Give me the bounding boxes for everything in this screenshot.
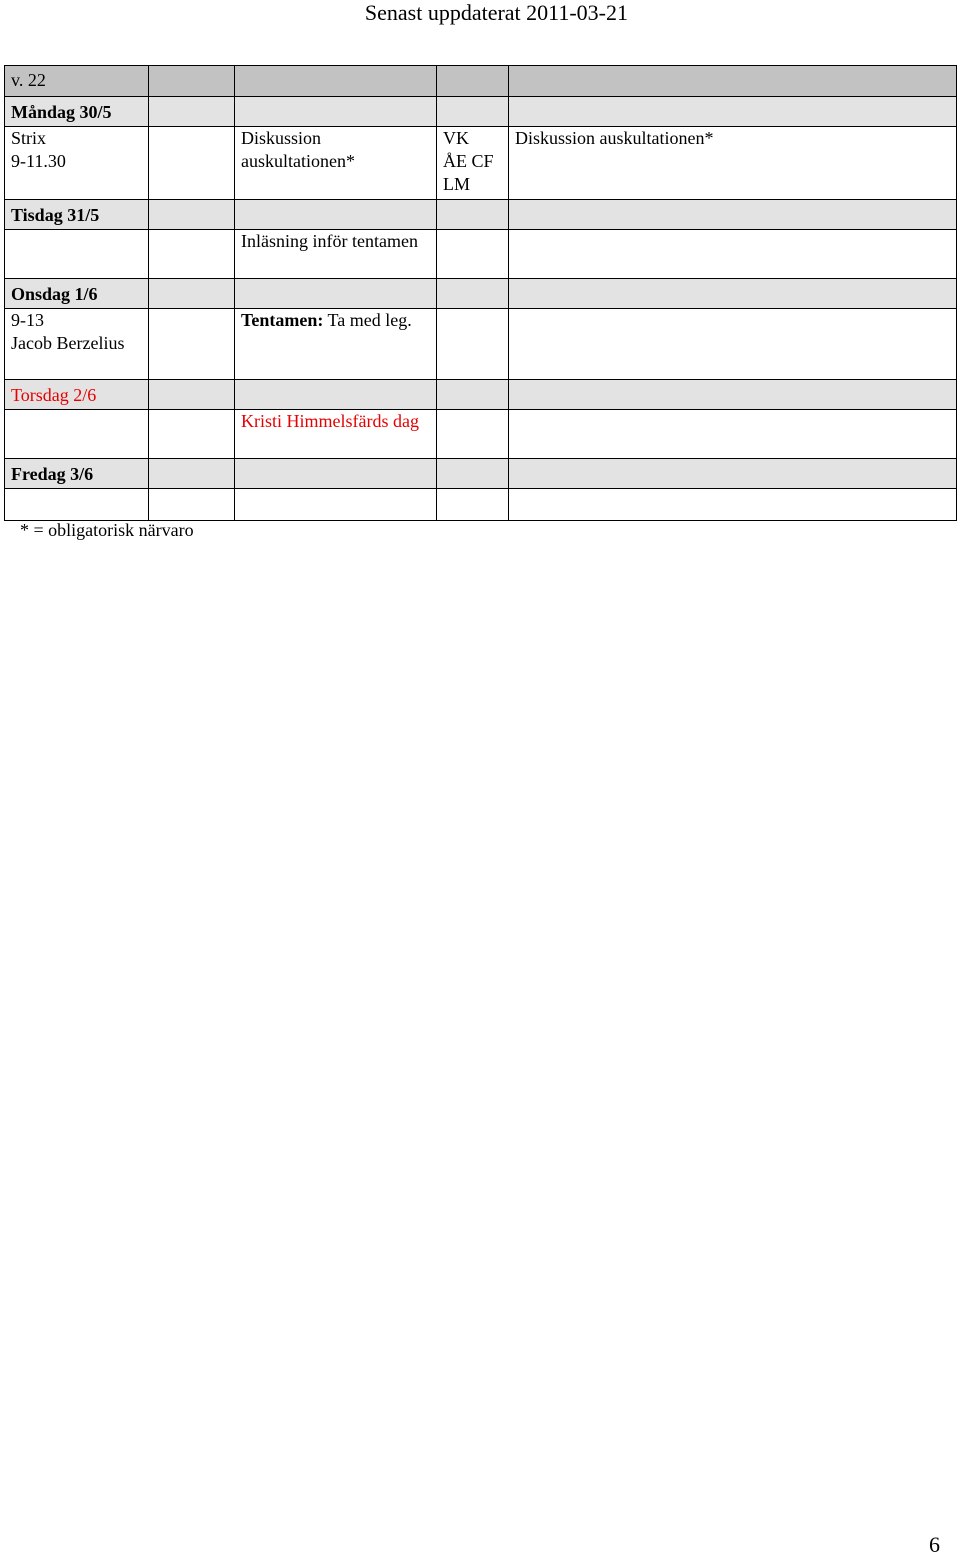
day-details bbox=[5, 127, 149, 200]
day-details bbox=[5, 309, 149, 380]
day-row-friday bbox=[5, 459, 957, 489]
day-row-thursday bbox=[5, 380, 957, 410]
last-updated-header: Senast uppdaterat 2011-03-21 bbox=[364, 0, 628, 25]
teacher: ÅE CF bbox=[443, 151, 494, 171]
activity: Diskussion auskultationen* bbox=[235, 127, 437, 200]
place: Jacob Berzelius bbox=[11, 333, 125, 353]
activity-bold: Tentamen: bbox=[241, 310, 324, 330]
day-row-tuesday bbox=[5, 200, 957, 230]
day-content-thursday bbox=[5, 410, 957, 459]
footnote: * = obligatorisk närvaro bbox=[20, 520, 194, 540]
activity: Inläsning inför tentamen bbox=[235, 230, 437, 279]
activity bbox=[235, 309, 437, 380]
day-content-friday bbox=[5, 489, 957, 521]
week-row bbox=[5, 66, 957, 97]
day-content-monday bbox=[5, 127, 957, 200]
teacher: VK bbox=[443, 128, 469, 148]
day-heading: Onsdag 1/6 bbox=[5, 279, 149, 309]
day-heading: Tisdag 31/5 bbox=[5, 200, 149, 230]
place: Strix bbox=[11, 128, 47, 148]
day-heading: Torsdag 2/6 bbox=[5, 380, 149, 410]
day-content-wednesday bbox=[5, 309, 957, 380]
day-content-tuesday bbox=[5, 230, 957, 279]
activity-rest: Ta med leg. bbox=[323, 310, 412, 330]
week-schedule-table bbox=[4, 65, 957, 521]
week-label: v. 22 bbox=[5, 66, 149, 97]
time: 9-11.30 bbox=[11, 151, 66, 171]
day-row-wednesday bbox=[5, 279, 957, 309]
note: Diskussion auskultationen* bbox=[509, 127, 957, 200]
day-row-monday bbox=[5, 97, 957, 127]
teacher: LM bbox=[443, 174, 470, 194]
page-number: 6 bbox=[929, 1532, 940, 1557]
day-heading: Måndag 30/5 bbox=[5, 97, 149, 127]
time: 9-13 bbox=[11, 310, 44, 330]
activity: Kristi Himmelsfärds dag bbox=[235, 410, 437, 459]
teachers bbox=[437, 127, 509, 200]
day-heading: Fredag 3/6 bbox=[5, 459, 149, 489]
